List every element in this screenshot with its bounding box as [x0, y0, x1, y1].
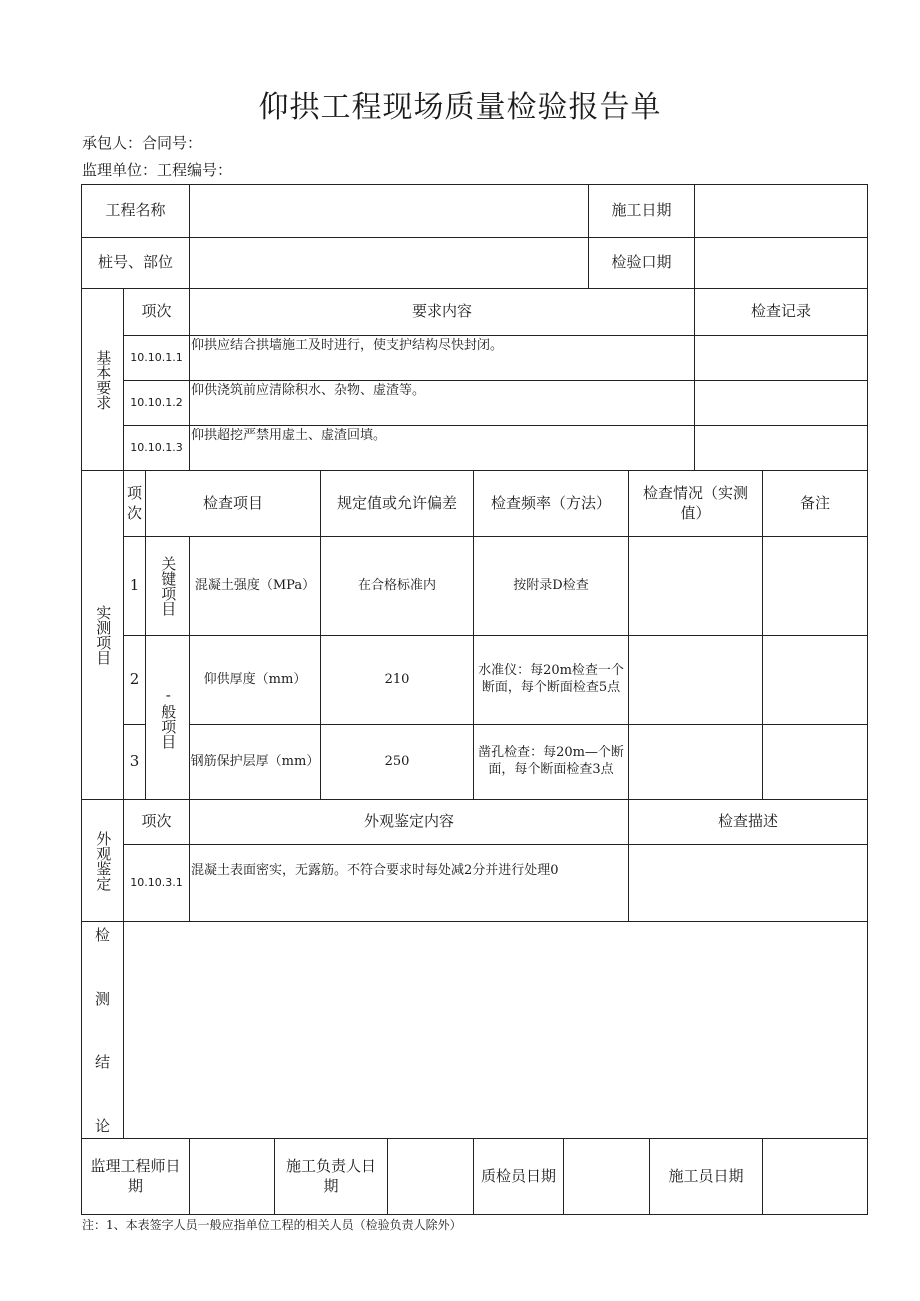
- construction-lead-signature-field[interactable]: [388, 1139, 473, 1214]
- station-field[interactable]: [190, 238, 588, 288]
- measure-col-item: 项次: [126, 484, 142, 522]
- basic-row-record-field[interactable]: [695, 381, 867, 425]
- page-title: 仰拱工程现场质量检验报告单: [258, 90, 662, 125]
- measure-row-no: 1: [129, 576, 140, 595]
- measure-col-check: 检查项目: [202, 493, 263, 512]
- supervisor-signature-label: 监理工程师日期: [90, 1157, 181, 1195]
- measure-row-spec: 在合格标准内: [357, 577, 436, 593]
- construction-date-field[interactable]: [695, 185, 867, 237]
- basic-row-text: 仰供浇筑前应清除积水、杂物、虚渣等。: [191, 383, 426, 398]
- inspection-date-label: 检验口期: [611, 253, 672, 272]
- contractor-line: 承包人：合同号：: [82, 134, 203, 152]
- worker-signature-label: 施工员日期: [668, 1166, 744, 1185]
- project-name-field[interactable]: [190, 185, 588, 237]
- basic-row-code: 10.10.1.3: [130, 440, 183, 454]
- quality-inspector-signature-label: 质检员日期: [480, 1166, 556, 1185]
- appearance-col-item: 项次: [141, 812, 172, 831]
- measure-row-remark-field[interactable]: [763, 636, 867, 724]
- appearance-col-desc: 检查描述: [717, 812, 778, 831]
- worker-signature-field[interactable]: [763, 1139, 867, 1214]
- appearance-row-code: 10.10.3.1: [130, 875, 183, 889]
- conclusion-field[interactable]: [124, 922, 867, 1138]
- measure-row-spec: 250: [384, 753, 410, 769]
- construction-date-label: 施工日期: [611, 201, 672, 220]
- measure-row-status-field[interactable]: [629, 725, 762, 799]
- supervisor-line: 监理单位：工程编号：: [82, 161, 233, 179]
- basic-row-text: 仰拱超挖严禁用虚土、虚渣回填。: [191, 428, 387, 443]
- measure-row-item: 混凝土强度（MPa）: [194, 577, 316, 593]
- basic-row-text: 仰拱应结合拱墙施工及时进行，使支护结构尽快封闭。: [191, 338, 504, 353]
- measure-row-item: 仰供厚度（mm）: [203, 671, 307, 687]
- conclusion-label: 检 测 结 论: [94, 926, 110, 1135]
- basic-requirements-label: 基本要求: [94, 349, 113, 410]
- supervisor-signature-field[interactable]: [190, 1139, 274, 1214]
- measure-row-freq: 按附录D检查: [513, 577, 589, 593]
- construction-lead-signature-label: 施工负责人日期: [285, 1157, 376, 1195]
- measure-col-spec: 规定值或允许偏差: [336, 493, 457, 512]
- basic-row-code: 10.10.1.1: [130, 350, 183, 364]
- station-label: 桩号、部位: [97, 253, 173, 272]
- basic-col-item: 项次: [141, 302, 172, 321]
- measure-row-freq: 凿孔检查：每20m—个断面，每个断面检查3点: [478, 745, 624, 777]
- appearance-col-content: 外观鉴定内容: [363, 812, 454, 831]
- measure-row-spec: 210: [384, 671, 410, 687]
- key-items-group: 关键项目: [159, 556, 178, 616]
- measure-col-remark: 备注: [799, 493, 830, 512]
- appearance-row-text: 混凝土表面密实，无露筋。不符合要求时每处减2分并进行处理0: [191, 863, 559, 878]
- measure-row-remark-field[interactable]: [763, 725, 867, 799]
- measure-row-freq: 水准仪：每20m检查一个断面，每个断面检查5点: [478, 663, 624, 695]
- basic-row-code: 10.10.1.2: [130, 395, 183, 409]
- basic-row-record-field[interactable]: [695, 336, 867, 380]
- appearance-label: 外观鉴定: [94, 830, 113, 891]
- inspection-date-field[interactable]: [695, 238, 867, 288]
- measure-row-item: 钢筋保护层厚（mm）: [190, 753, 320, 769]
- footnote: 注：1、本表签字人员一般应指单位工程的相关人员（检验负责人除外）: [82, 1218, 462, 1232]
- general-items-group: -般项目: [159, 686, 178, 749]
- project-name-label: 工程名称: [105, 201, 166, 220]
- measure-row-no: 2: [129, 670, 140, 689]
- basic-row-record-field[interactable]: [695, 426, 867, 470]
- quality-inspector-signature-field[interactable]: [564, 1139, 649, 1214]
- appearance-desc-field[interactable]: [629, 845, 867, 921]
- measured-items-label: 实测项目: [94, 605, 113, 665]
- measure-col-freq: 检查频率（方法）: [490, 493, 611, 512]
- measure-row-remark-field[interactable]: [763, 537, 867, 635]
- measure-col-status: 检查情况（实测值）: [642, 484, 748, 522]
- basic-col-content: 要求内容: [411, 302, 472, 321]
- basic-col-record: 检查记录: [750, 302, 811, 321]
- measure-row-status-field[interactable]: [629, 537, 762, 635]
- measure-row-no: 3: [129, 752, 140, 771]
- measure-row-status-field[interactable]: [629, 636, 762, 724]
